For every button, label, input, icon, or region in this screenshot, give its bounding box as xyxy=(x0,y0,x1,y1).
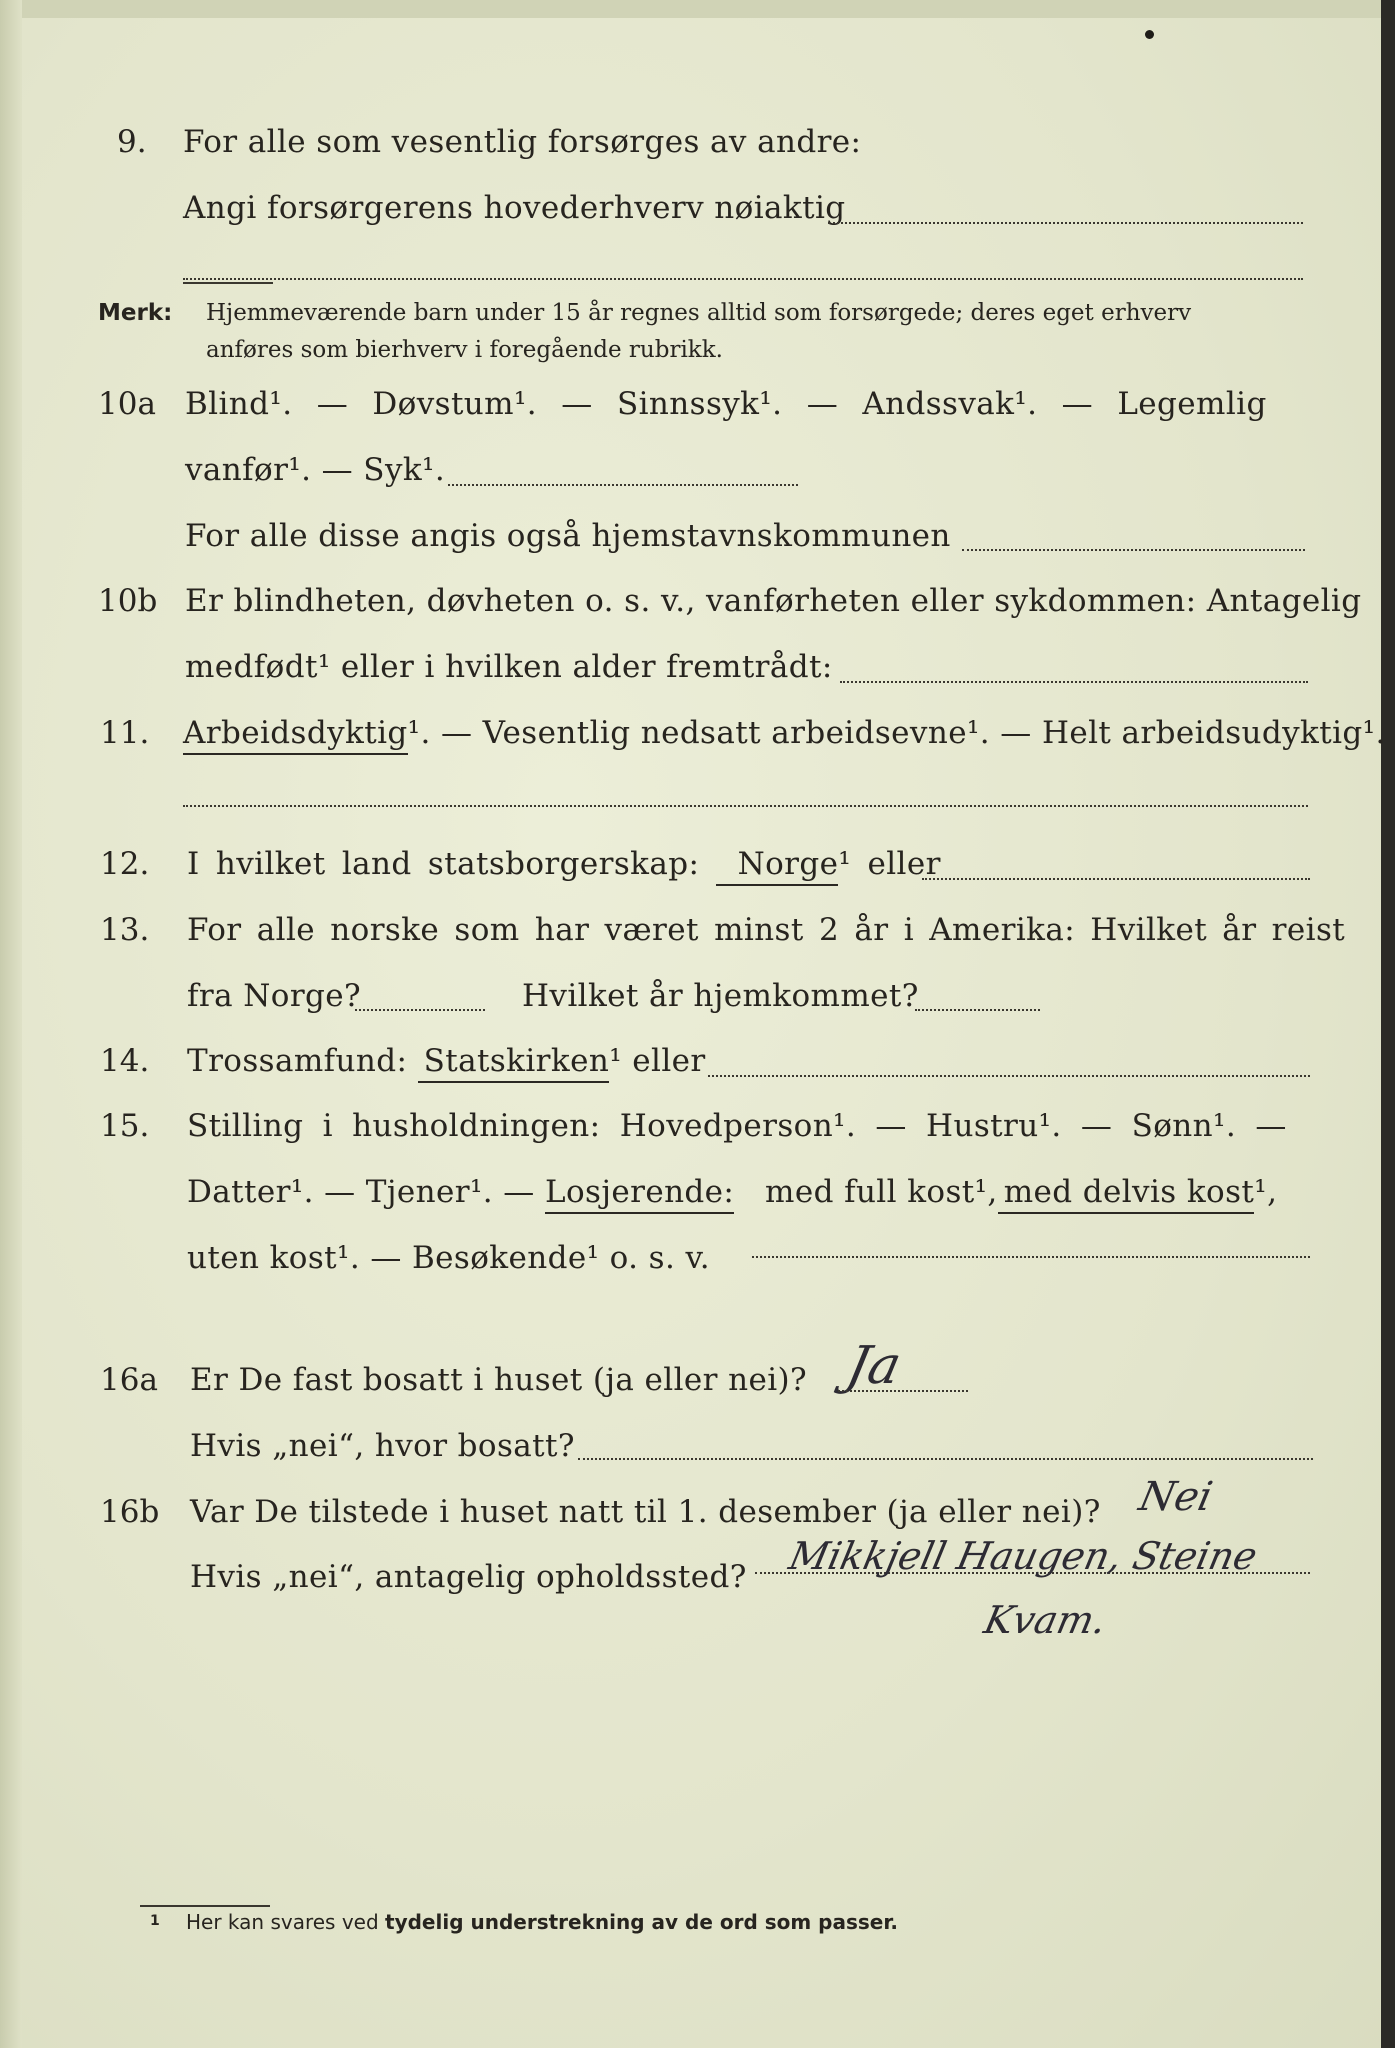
q16a-handwritten-answer: Ja xyxy=(841,1336,907,1396)
q11-extra-line xyxy=(183,805,1308,807)
q10a-home-line xyxy=(962,549,1305,551)
q10b-number: 10b xyxy=(98,583,158,619)
q16a-line1: Er De fast bosatt i huset (ja eller nei)? xyxy=(190,1362,808,1398)
q10a-answer-line xyxy=(448,484,798,486)
q9-line1: For alle som vesentlig forsørges av andre: xyxy=(183,124,862,160)
merk-label: Merk: xyxy=(98,300,173,326)
q13-line2b: Hvilket år hjemkommet? xyxy=(522,978,919,1014)
q16b-handwritten-answer: Nei xyxy=(1135,1474,1217,1520)
q16b-line2: Hvis „nei“, antagelig opholdssted? xyxy=(190,1559,747,1595)
q13-number: 13. xyxy=(100,912,150,948)
q16a-place-line xyxy=(578,1458,1313,1460)
scan-edge-right xyxy=(1381,0,1395,2048)
merk-line1: Hjemmeværende barn under 15 år regnes alltid som forsørgede; deres eget erhverv xyxy=(206,300,1192,326)
q10a-number: 10a xyxy=(98,386,156,422)
q15-line3: uten kost¹. — Besøkende¹ o. s. v. xyxy=(187,1240,710,1276)
q10a-line1: Blind¹. — Døvstum¹. — Sinnssyk¹. — Andssvak¹. — Legemlig xyxy=(185,386,1267,422)
q13-return-line xyxy=(915,1009,1040,1011)
q15-underlined-delvis: med delvis kost xyxy=(998,1174,1255,1214)
q16b-number: 16b xyxy=(100,1494,160,1530)
q16a-answer-line xyxy=(838,1390,968,1392)
q14-answer-line xyxy=(708,1075,1310,1077)
q10a-line3: For alle disse angis også hjemstavnskommunen xyxy=(185,518,951,554)
q15-answer-line xyxy=(752,1256,1310,1258)
q13-line1: For alle norske som har været minst 2 år i Amerika: Hvilket år reist xyxy=(187,912,1346,948)
q12-line: I hvilket land statsborgerskap: Norge¹ eller xyxy=(187,846,941,882)
q14-number: 14. xyxy=(100,1043,150,1079)
q10b-answer-line xyxy=(840,681,1308,683)
q14-underlined-answer: Statskirken xyxy=(418,1043,610,1083)
q11-underlined-answer: Arbeidsdyktig xyxy=(183,715,408,755)
scan-edge-left xyxy=(0,0,22,2048)
q9-number: 9. xyxy=(117,124,147,160)
merk-line2: anføres som bierhverv i foregående rubrikk. xyxy=(206,337,723,363)
footnote-text: Her kan svares ved tydelig understrekning av de ord som passer. xyxy=(186,1910,898,1934)
q11-number: 11. xyxy=(100,715,150,751)
q15-line2: Datter¹. — Tjener¹. — Losjerende: med full kost¹, med delvis kost¹, xyxy=(187,1174,1277,1210)
q11-line: Arbeidsdyktig¹. — Vesentlig nedsatt arbeidsevne¹. — Helt arbeidsudyktig¹. xyxy=(183,715,1386,751)
q10a-line2: vanfør¹. — Syk¹. xyxy=(185,452,446,488)
footnote-rule xyxy=(140,1905,270,1907)
q16b-line1: Var De tilstede i huset natt til 1. desember (ja eller nei)? xyxy=(190,1494,1101,1530)
q10b-line2: medfødt¹ eller i hvilken alder fremtrådt: xyxy=(185,649,833,685)
q9-extra-line-start xyxy=(183,282,273,284)
q13-line2a: fra Norge? xyxy=(187,978,362,1014)
q9-line2: Angi forsørgerens hovederhverv nøiaktig xyxy=(183,190,846,226)
q9-extra-line xyxy=(183,278,1303,280)
footnote-mark: 1 xyxy=(150,1913,160,1929)
q9-answer-line xyxy=(828,222,1303,224)
q12-underlined-answer: Norge xyxy=(716,846,839,886)
q16b-handwritten-place-2: Kvam. xyxy=(980,1598,1111,1642)
q16b-handwritten-place: Mikkjell Haugen, Steine xyxy=(785,1534,1262,1578)
q10b-line1: Er blindheten, døvheten o. s. v., vanførheten eller sykdommen: Antagelig xyxy=(185,583,1362,619)
q16a-line2: Hvis „nei“, hvor bosatt? xyxy=(190,1428,575,1464)
q12-answer-line xyxy=(922,878,1310,880)
q15-line1: Stilling i husholdningen: Hovedperson¹. — Hustru¹. — Sønn¹. — xyxy=(187,1108,1287,1144)
scan-edge-top xyxy=(0,0,1395,18)
ink-dot xyxy=(1145,30,1154,39)
q15-number: 15. xyxy=(100,1108,150,1144)
q13-departure-line xyxy=(355,1009,485,1011)
q16a-number: 16a xyxy=(100,1362,158,1398)
q12-number: 12. xyxy=(100,846,150,882)
q14-line: Trossamfund: Statskirken¹ eller xyxy=(187,1043,706,1079)
q15-underlined-losjerende: Losjerende: xyxy=(545,1174,734,1214)
